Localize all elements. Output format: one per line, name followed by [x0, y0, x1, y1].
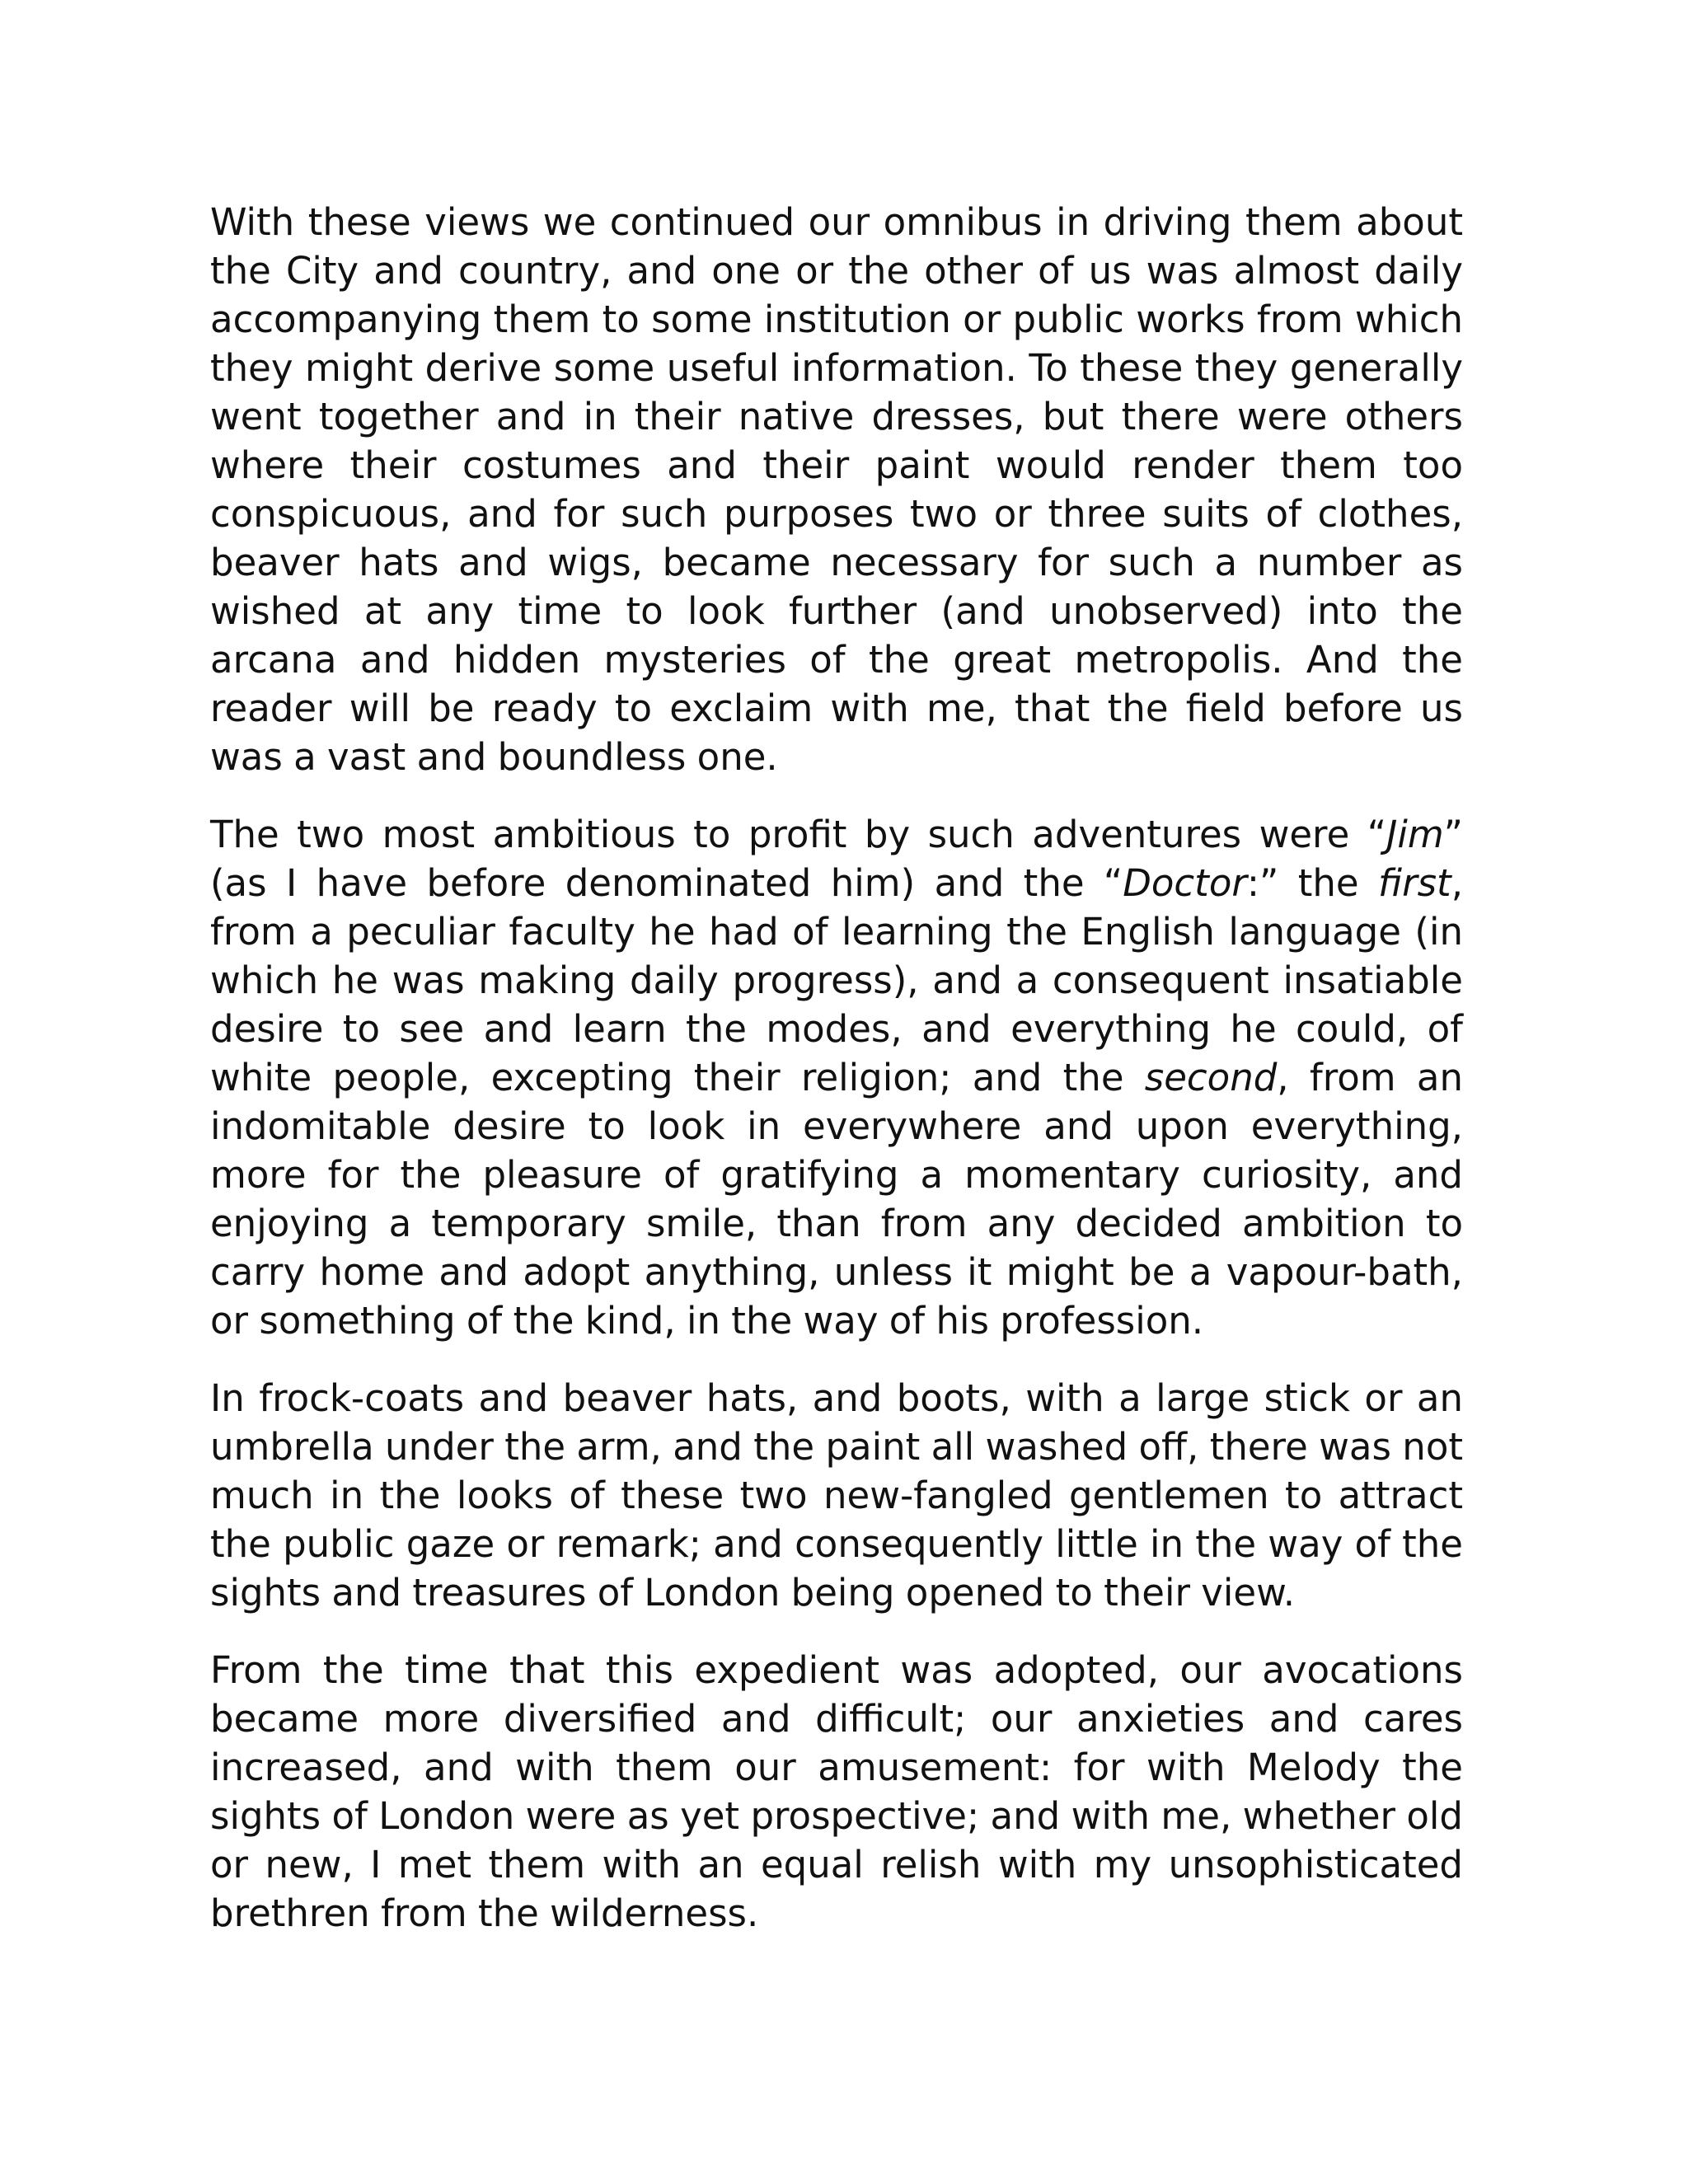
paragraph-2-text: The two most ambitious to profit by such adventures were “ — [210, 813, 1387, 856]
document-page — [210, 198, 1463, 1938]
paragraph-2-text: , from an indomitable desire to look in everywhere and upon everything, more for the pleasure of gratifying a momentary curiosity, and enjoying a temporary smile, than from any decided ambition to carry home and adopt anything, unless it might be a vapour-bath, or something of the kind, in the way of his profession. — [210, 1056, 1463, 1343]
paragraph-2 — [210, 810, 1463, 1345]
paragraph-1 — [210, 198, 1463, 781]
paragraph-2-text: :” the — [1246, 861, 1379, 905]
paragraph-4 — [210, 1646, 1463, 1938]
paragraph-3 — [210, 1374, 1463, 1617]
paragraph-2-text: ” (as I have before denominated him) and the “ — [210, 813, 1463, 905]
italic-jim: Jim — [1386, 813, 1444, 856]
paragraph-2-text: , from a peculiar faculty he had of learning the English language (in which he was making daily progress), and a consequent insatiable desire to see and learn the modes, and everything he could, of white people, excepting their religion; and the — [210, 861, 1463, 1099]
italic-first: first — [1378, 861, 1451, 905]
paragraph-1-text: With these views we continued our omnibus in driving them about the City and country, and one or the other of us was almost daily accompanying them to some institution or public works from which they might derive some useful information. To these they generally went together and in their native dresses, but there were others where their costumes and their paint would render them too conspicuous, and for such purposes two or three suits of clothes, beaver hats and wigs, became necessary for such a number as wished at any time to look further (and unobserved) into the arcana and hidden mysteries of the great metropolis. And the reader will be ready to exclaim with me, that the field before us was a vast and boundless one. — [210, 200, 1463, 779]
paragraph-3-text: In frock-coats and beaver hats, and boots, with a large stick or an umbrella under the arm, and the paint all washed off, there was not much in the looks of these two new-fangled gentlemen to attract the public gaze or remark; and consequently little in the way of the sights and treasures of London being opened to their view. — [210, 1376, 1463, 1615]
italic-doctor: Doctor — [1123, 861, 1247, 905]
paragraph-4-text: From the time that this expedient was adopted, our avocations became more diversified and difficult; our anxieties and cares increased, and with them our amusement: for with Melody the sights of London were as yet prospective; and with me, whether old or new, I met them with an equal relish with my unsophisticated brethren from the wilderness. — [210, 1648, 1463, 1935]
italic-second: second — [1144, 1056, 1278, 1099]
